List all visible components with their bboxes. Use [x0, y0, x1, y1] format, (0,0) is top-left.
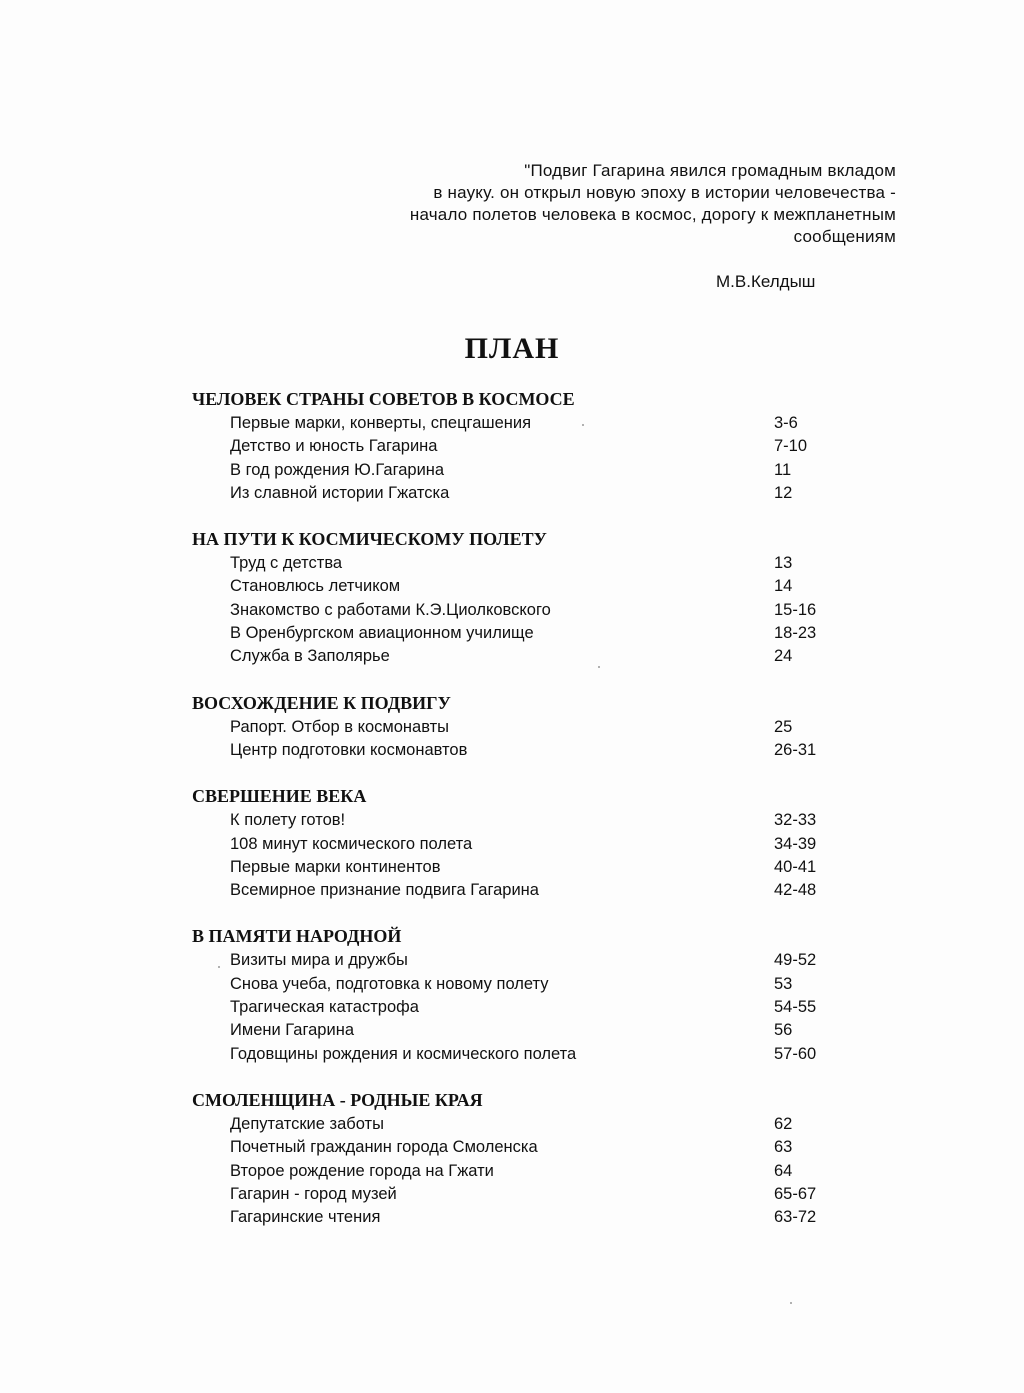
entry-label: В год рождения Ю.Гагарина: [230, 460, 445, 479]
entry-label: Первые марки континентов: [230, 857, 441, 876]
toc-entry: [192, 973, 852, 996]
toc-entry: [192, 879, 852, 902]
epigraph-quote: [336, 160, 896, 248]
page-title: ПЛАН: [464, 332, 560, 365]
entry-pages: 42-48: [774, 881, 817, 900]
entry-label: Знакомство с работами К.Э.Циолковского: [230, 600, 551, 619]
entry-label: Гагаринские чтения: [230, 1208, 381, 1227]
toc-section: [192, 386, 852, 505]
entry-label: Труд с детства: [230, 554, 343, 573]
entry-label: Трагическая катастрофа: [230, 998, 419, 1017]
entry-pages: 54-55: [774, 998, 817, 1017]
toc-entry: [192, 1136, 852, 1159]
section-heading: СВЕРШЕНИЕ ВЕКА: [192, 786, 367, 807]
toc-entry: [192, 856, 852, 879]
entry-pages: 14: [774, 577, 793, 596]
toc-entry: [192, 809, 852, 832]
entry-label: Становлюсь летчиком: [230, 577, 401, 596]
entry-pages: 57-60: [774, 1044, 817, 1063]
section-heading: ЧЕЛОВЕК СТРАНЫ СОВЕТОВ В КОСМОСЕ: [192, 389, 575, 409]
toc-entry: [192, 575, 852, 598]
toc-section: [192, 783, 852, 902]
entry-label: Служба в Заполярье: [230, 647, 390, 666]
entry-label: В Оренбургском авиационном училище: [230, 624, 534, 643]
toc-entry: [192, 996, 852, 1019]
entry-pages: 40-41: [774, 857, 817, 876]
entry-label: Гагарин - город музей: [230, 1184, 397, 1203]
toc-entry: [192, 1206, 852, 1229]
entry-pages: 56: [774, 1021, 793, 1040]
entry-label: Второе рождение города на Гжати: [230, 1161, 494, 1180]
toc-entry: [192, 622, 852, 645]
toc-entry: [192, 1160, 852, 1183]
scan-speck: [790, 1302, 792, 1304]
entry-label: Рапорт. Отбор в космонавты: [230, 717, 450, 736]
toc-entry: [192, 552, 852, 575]
toc-section: [192, 526, 852, 668]
entry-pages: 49-52: [774, 951, 817, 970]
entry-label: Годовщины рождения и космического полета: [230, 1044, 577, 1063]
entry-pages: 12: [774, 483, 793, 502]
scan-speck: [598, 666, 600, 668]
entry-pages: 32-33: [774, 811, 817, 830]
entry-pages: 13: [774, 554, 793, 573]
entry-label: Снова учеба, подготовка к новому полету: [230, 974, 549, 993]
toc-entry: [192, 949, 852, 972]
epigraph-line: сообщениям: [793, 227, 896, 246]
entry-label: 108 минут космического полета: [230, 834, 473, 853]
entry-label: Имени Гагарина: [230, 1021, 354, 1040]
toc-entry: [192, 459, 852, 482]
entry-pages: 64: [774, 1161, 793, 1180]
toc-entry: [192, 1113, 852, 1136]
entry-pages: 65-67: [774, 1184, 817, 1203]
toc-entry: [192, 1043, 852, 1066]
table-of-contents: [192, 386, 852, 1250]
epigraph-line: начало полетов человека в космос, дорогу к межпланетным: [409, 205, 896, 224]
toc-section: [192, 1087, 852, 1229]
entry-pages: 63: [774, 1138, 793, 1157]
entry-label: Депутатские заботы: [230, 1114, 384, 1133]
entry-label: Первые марки, конверты, спецгашения: [230, 414, 532, 432]
toc-entry: [192, 833, 852, 856]
scan-speck: [218, 966, 220, 968]
toc-entry: [192, 739, 852, 762]
toc-entry: [192, 482, 852, 505]
toc-entry: [192, 412, 852, 435]
entry-label: Детство и юность Гагарина: [230, 437, 438, 456]
entry-pages: 53: [774, 974, 793, 993]
section-heading: ВОСХОЖДЕНИЕ К ПОДВИГУ: [192, 692, 451, 713]
entry-pages: 18-23: [774, 624, 817, 643]
entry-pages: 3-6: [774, 414, 798, 432]
entry-pages: 7-10: [774, 437, 808, 456]
epigraph-line: в науку. он открыл новую эпоху в истории человечества -: [433, 183, 896, 202]
entry-pages: 26-31: [774, 740, 817, 759]
entry-pages: 11: [774, 460, 792, 479]
toc-entry: [192, 435, 852, 458]
toc-entry: [192, 1019, 852, 1042]
entry-label: Визиты мира и дружбы: [230, 951, 408, 970]
toc-entry: [192, 645, 852, 668]
entry-label: Почетный гражданин города Смоленска: [230, 1138, 538, 1157]
toc-entry: [192, 599, 852, 622]
entry-pages: 15-16: [774, 600, 817, 619]
epigraph-line: "Подвиг Гагарина явился громадным вкладом: [524, 161, 896, 180]
entry-pages: 24: [774, 647, 793, 666]
entry-label: Центр подготовки космонавтов: [230, 740, 468, 759]
epigraph-author: М.В.Келдыш: [716, 272, 816, 291]
entry-label: Из славной истории Гжатска: [230, 483, 450, 502]
entry-pages: 62: [774, 1114, 793, 1133]
toc-section: [192, 690, 852, 763]
entry-pages: 63-72: [774, 1208, 817, 1227]
entry-pages: 25: [774, 717, 793, 736]
toc-section: [192, 923, 852, 1065]
toc-entry: [192, 1183, 852, 1206]
entry-pages: 34-39: [774, 834, 817, 853]
toc-entry: [192, 716, 852, 739]
entry-label: Всемирное признание подвига Гагарина: [230, 881, 539, 900]
section-heading: В ПАМЯТИ НАРОДНОЙ: [192, 926, 402, 947]
entry-label: К полету готов!: [230, 811, 346, 830]
scan-speck: [582, 424, 584, 426]
section-heading: СМОЛЕНЩИНА - РОДНЫЕ КРАЯ: [192, 1089, 483, 1110]
section-heading: НА ПУТИ К КОСМИЧЕСКОМУ ПОЛЕТУ: [192, 529, 547, 550]
